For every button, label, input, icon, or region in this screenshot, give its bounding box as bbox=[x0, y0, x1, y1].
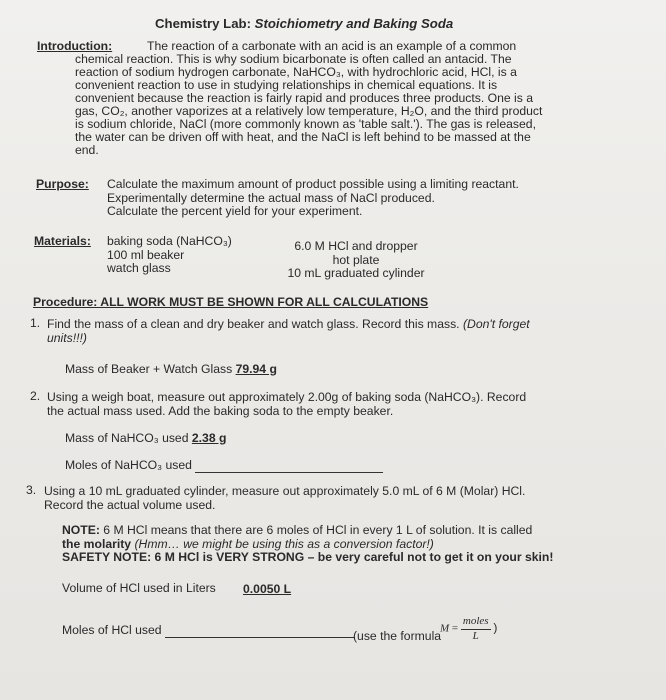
intro-line-1-text: chemical reaction. This is why sodium bicarbonate is often called an antacid. The bbox=[75, 52, 512, 66]
molarity-note-line-2 bbox=[62, 538, 592, 552]
formula-fraction bbox=[461, 615, 491, 643]
nahco3-moles-field bbox=[65, 459, 383, 473]
step-1-note: (Don't forget units!!!) bbox=[47, 317, 530, 345]
step-3-line: Record the actual volume used. bbox=[44, 497, 216, 512]
formula-lead: (use the formula bbox=[353, 629, 442, 643]
intro-line-7: the water can be driven off with heat, and the NaCl is left behind to be massed at the bbox=[75, 130, 531, 144]
molarity-note bbox=[62, 524, 592, 565]
intro-line-2: reaction of sodium hydrogen carbonate, NaHCO₃, with hydrochloric acid, HCl, is a bbox=[75, 65, 517, 79]
molarity-term: the molarity bbox=[62, 536, 132, 551]
hcl-volume-value-wrap bbox=[243, 583, 291, 597]
intro-line-8: end. bbox=[75, 143, 99, 157]
nahco3-mass-value[interactable]: 2.38 g bbox=[191, 431, 227, 445]
hcl-volume-label: Volume of HCl used in Liters bbox=[62, 581, 216, 595]
materials-label: Materials: bbox=[34, 234, 91, 248]
nahco3-moles-blank[interactable] bbox=[195, 460, 383, 473]
molarity-note-line-1 bbox=[62, 524, 592, 538]
formula-equals: = bbox=[451, 622, 459, 635]
procedure-heading: Procedure: ALL WORK MUST BE SHOWN FOR ALL CALCULATIONS bbox=[33, 295, 429, 309]
formula-close: ) bbox=[493, 620, 498, 635]
materials-column-2 bbox=[286, 240, 426, 281]
formula-denominator: L bbox=[472, 629, 479, 642]
step-2-text bbox=[47, 391, 567, 418]
introduction-heading: Introduction: bbox=[37, 39, 113, 53]
title-subject: Stoichiometry and Baking Soda bbox=[254, 16, 454, 31]
step-2-number: 2. bbox=[30, 389, 41, 403]
beaker-mass-value[interactable]: 79.94 g bbox=[235, 362, 277, 376]
step-2-line: the actual mass used. Add the baking soda to the empty beaker. bbox=[47, 403, 394, 418]
purpose-line: Calculate the percent yield for your experiment. bbox=[107, 204, 363, 218]
safety-note: SAFETY NOTE: 6 M HCl is VERY STRONG – be very careful not to get it on your skin! bbox=[62, 550, 554, 564]
intro-line-5: gas, CO₂, another vaporizes at a relatively low temperature, H₂O, and the third product bbox=[75, 104, 543, 118]
step-2-line: Using a weigh boat, measure out approximately 2.00g of baking soda (NaHCO₃). Record bbox=[47, 390, 527, 404]
beaker-mass-field bbox=[65, 363, 277, 377]
material-item: 10 mL graduated cylinder bbox=[287, 266, 425, 280]
molarity-formula bbox=[440, 615, 497, 643]
material-item: 6.0 M HCl and dropper bbox=[294, 239, 418, 253]
purpose-line: Calculate the maximum amount of product possible using a limiting reactant. bbox=[107, 177, 519, 191]
material-item: hot plate bbox=[332, 252, 380, 267]
title-prefix: Chemistry Lab: bbox=[155, 16, 255, 31]
hcl-moles-field bbox=[62, 624, 355, 638]
material-item: baking soda (NaHCO₃) bbox=[107, 234, 232, 248]
note-text: 6 M HCl means that there are 6 moles of HCl in every 1 L of solution. It is called bbox=[99, 523, 533, 537]
molarity-aside: (Hmm… we might be using this as a conversion factor!) bbox=[131, 536, 434, 551]
purpose-label: Purpose: bbox=[36, 177, 89, 191]
step-1-text bbox=[47, 318, 547, 345]
materials-column-1 bbox=[107, 235, 232, 276]
intro-line-6: is sodium chloride, NaCl (more commonly known as 'table salt.'). The gas is released, bbox=[75, 117, 536, 131]
step-3-text bbox=[44, 485, 584, 512]
step-1-instruction: Find the mass of a clean and dry beaker and watch glass. Record this mass. bbox=[47, 317, 460, 331]
intro-line-0: The reaction of a carbonate with an acid is an example of a common bbox=[147, 39, 517, 53]
hcl-volume-field bbox=[62, 582, 216, 596]
nahco3-mass-label: Mass of NaHCO₃ used bbox=[65, 431, 189, 445]
purpose-line: Experimentally determine the actual mass of NaCl produced. bbox=[107, 190, 435, 205]
hcl-moles-label: Moles of HCl used bbox=[62, 623, 162, 637]
formula-numerator: moles bbox=[461, 615, 491, 630]
beaker-mass-label: Mass of Beaker + Watch Glass bbox=[65, 362, 233, 376]
hcl-volume-value[interactable]: 0.0050 L bbox=[243, 582, 292, 596]
step-3-line: Using a 10 mL graduated cylinder, measure out approximately 5.0 mL of 6 M (Molar) HCl. bbox=[44, 484, 526, 498]
material-item: watch glass bbox=[107, 261, 171, 275]
purpose-text bbox=[107, 178, 527, 219]
hcl-moles-blank[interactable] bbox=[165, 625, 355, 638]
material-item: 100 ml beaker bbox=[107, 247, 185, 262]
intro-line-3: convenient reaction to use in studying relationships in chemical equations. It is bbox=[75, 78, 498, 92]
step-1-number: 1. bbox=[30, 316, 41, 330]
nahco3-mass-field bbox=[65, 432, 226, 446]
nahco3-moles-label: Moles of NaHCO₃ used bbox=[65, 458, 192, 472]
step-3-number: 3. bbox=[26, 483, 37, 497]
note-label: NOTE: bbox=[62, 523, 100, 537]
page-title bbox=[155, 17, 453, 31]
formula-m: M bbox=[440, 622, 450, 635]
intro-line-4: convenient because the reaction is fairly rapid and produces three products. One is a bbox=[75, 91, 533, 105]
